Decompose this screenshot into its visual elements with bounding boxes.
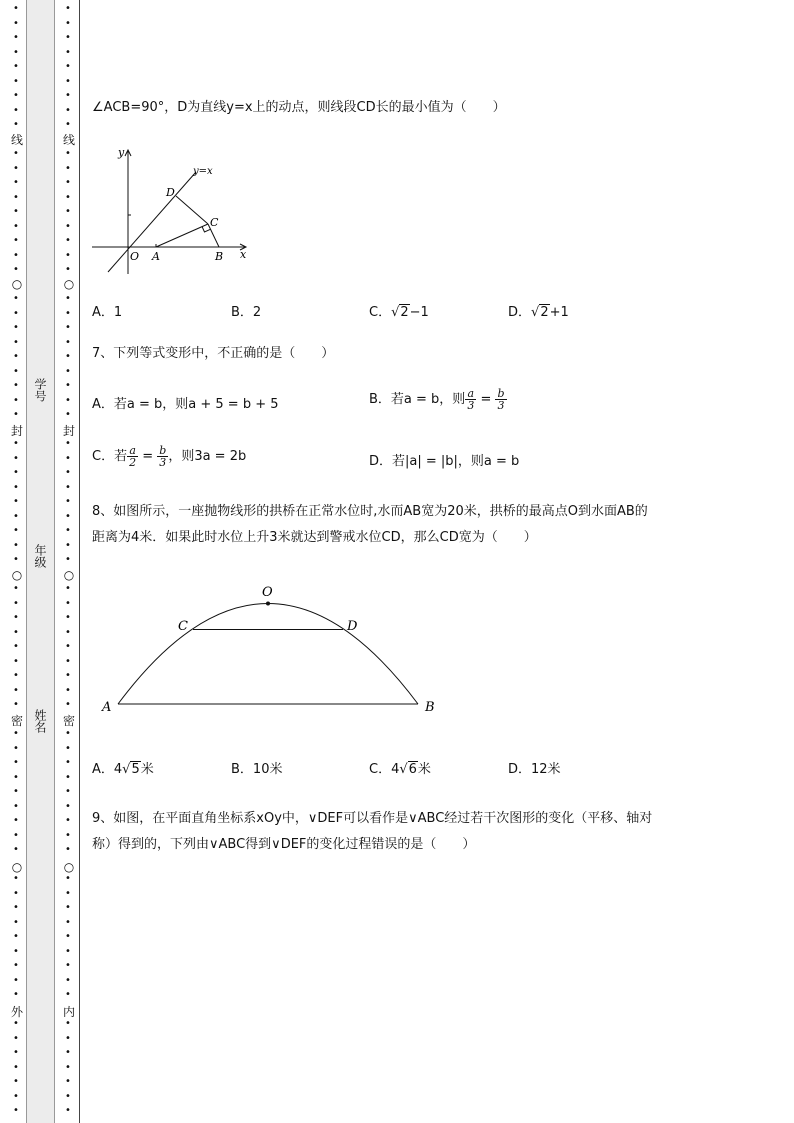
binding-dot: •	[65, 786, 71, 797]
binding-dot: •	[65, 1062, 71, 1073]
binding-dot: •	[65, 1033, 71, 1044]
binding-dot: •	[65, 757, 71, 768]
q6-option-c	[369, 304, 429, 322]
circle-mark: ○	[11, 568, 23, 582]
binding-dot: •	[13, 1076, 19, 1087]
denominator: 3	[159, 456, 167, 469]
binding-dot: •	[65, 250, 71, 261]
binding-dot: •	[65, 337, 71, 348]
q7-stem: 7、下列等式变形中，不正确的是（ ）	[92, 346, 335, 361]
binding-dot: •	[13, 18, 19, 29]
seal-mark-seal-left: 封	[10, 424, 23, 438]
radicand: 5	[131, 762, 140, 777]
binding-dot: •	[65, 830, 71, 841]
binding-dot: •	[13, 105, 19, 116]
binding-dot: •	[13, 612, 19, 623]
binding-dot: •	[65, 90, 71, 101]
q7-option-a-key: A．	[92, 397, 114, 412]
binding-dot: •	[65, 685, 71, 696]
binding-dot: •	[13, 293, 19, 304]
q9-stem-line-1: 9、如图，在平面直角坐标系xOy中，∨DEF可以看作是∨ABC经过若干次图形的变化（平移、轴对	[92, 811, 653, 826]
binding-dot: •	[65, 583, 71, 594]
seal-mark-secret-right: 密	[62, 714, 75, 728]
q8-option-a	[92, 761, 154, 779]
q8-option-a-unit: 米	[140, 762, 154, 777]
q7-option-c-key: C．	[92, 449, 115, 464]
q7-option-d-text: 若|a| = |b|，则a = b	[392, 454, 520, 469]
binding-dot: •	[65, 612, 71, 623]
binding-dot: •	[13, 76, 19, 87]
binding-dot: •	[13, 627, 19, 638]
binding-dot: •	[13, 163, 19, 174]
binding-dot: •	[65, 743, 71, 754]
binding-dot: •	[65, 18, 71, 29]
q6-option-b-text: 2	[252, 305, 262, 320]
circle-mark: ○	[11, 860, 23, 874]
binding-dot: •	[65, 975, 71, 986]
binding-dot: •	[13, 873, 19, 884]
binding-dot: •	[65, 322, 71, 333]
seal-mark-outer-left: 外	[10, 1005, 23, 1019]
binding-dot: •	[13, 786, 19, 797]
denominator: 3	[467, 399, 475, 412]
seal-mark-inner-right: 内	[62, 1005, 75, 1019]
binding-dot: •	[65, 61, 71, 72]
binding-dot: •	[13, 554, 19, 565]
binding-dot: •	[65, 105, 71, 116]
binding-dot: •	[65, 598, 71, 609]
q6-option-d-tail: +1	[549, 305, 569, 320]
binding-dot: •	[65, 1018, 71, 1029]
label-y-equals-x: y=x	[193, 166, 213, 177]
q8-option-d-text: 12米	[531, 762, 561, 777]
binding-dot: •	[13, 235, 19, 246]
binding-dot: •	[13, 322, 19, 333]
binding-dot: •	[13, 511, 19, 522]
binding-dot: •	[65, 801, 71, 812]
binding-dot: •	[65, 3, 71, 14]
binding-dot: •	[13, 250, 19, 261]
binding-dot: •	[65, 888, 71, 899]
binding-dot: •	[65, 902, 71, 913]
q8-option-a-key: A．	[92, 762, 114, 777]
q8-stem-line-1: 8、如图所示，一座抛物线形的拱桥在正常水位时,水而AB宽为20米，拱桥的最高点O到水面AB的	[92, 504, 648, 519]
radicand: 6	[408, 762, 417, 777]
q8-option-c-key: C．	[369, 762, 392, 777]
circle-mark: ○	[63, 277, 75, 291]
vertex-point-o	[266, 602, 270, 606]
q6-stem: ∠ACB=90°，D为直线y=x上的动点，则线段CD长的最小值为（ ）	[92, 100, 506, 115]
binding-dot: •	[13, 670, 19, 681]
binding-dot: •	[13, 438, 19, 449]
binding-dot: •	[13, 931, 19, 942]
binding-dot: •	[65, 554, 71, 565]
q8-option-b-text: 10米	[252, 762, 283, 777]
binding-dot: •	[65, 699, 71, 710]
binding-dot: •	[13, 917, 19, 928]
binding-dot: •	[65, 47, 71, 58]
binding-dot: •	[65, 177, 71, 188]
binding-dot: •	[65, 946, 71, 957]
circle-mark: ○	[63, 568, 75, 582]
binding-dot: •	[13, 380, 19, 391]
binding-dot: •	[13, 888, 19, 899]
binding-dot: •	[65, 931, 71, 942]
binding-dot: •	[13, 728, 19, 739]
binding-dot: •	[13, 540, 19, 551]
label-c: C	[210, 216, 219, 229]
q6-option-d	[508, 304, 569, 322]
numerator: a	[465, 388, 476, 400]
binding-dot: •	[65, 467, 71, 478]
binding-dot: •	[65, 540, 71, 551]
q9-stem-line-2: 称）得到的，下列由∨ABC得到∨DEF的变化过程错误的是（ ）	[92, 837, 476, 852]
segment-ac	[156, 224, 208, 247]
binding-dot: •	[65, 119, 71, 130]
binding-dot: •	[65, 1047, 71, 1058]
denominator: 2	[129, 456, 137, 469]
binding-dot: •	[65, 453, 71, 464]
binding-dot: •	[13, 366, 19, 377]
binding-dot: •	[13, 685, 19, 696]
binding-dot: •	[65, 873, 71, 884]
binding-dot: •	[13, 830, 19, 841]
q8-option-c	[369, 761, 431, 779]
binding-dot: •	[13, 482, 19, 493]
q8-option-c-unit: 米	[417, 762, 431, 777]
binding-dot: •	[65, 380, 71, 391]
binding-dot: •	[65, 815, 71, 826]
circle-mark: ○	[11, 277, 23, 291]
binding-dot: •	[13, 960, 19, 971]
binding-dot: •	[65, 206, 71, 217]
binding-dot: •	[13, 453, 19, 464]
binding-dot: •	[13, 525, 19, 536]
binding-dot: •	[65, 772, 71, 783]
q6-coordinate-figure	[88, 140, 258, 280]
label-d: D	[166, 186, 175, 199]
binding-dot: •	[13, 844, 19, 855]
binding-dot: •	[65, 960, 71, 971]
binding-dot: •	[65, 917, 71, 928]
seal-mark-secret-left: 密	[10, 714, 23, 728]
binding-dot: •	[13, 264, 19, 275]
q6-option-d-key: D．	[508, 305, 532, 320]
q8-option-d-key: D．	[508, 762, 532, 777]
q6-option-c-tail: −1	[409, 305, 429, 320]
student-id-field-label: 学号	[33, 378, 47, 402]
seal-mark-seal-right: 封	[62, 424, 75, 438]
q7-option-c-pre: 若	[114, 449, 128, 464]
binding-dot: •	[13, 801, 19, 812]
label-d: D	[347, 619, 358, 634]
segment-ad	[176, 196, 208, 224]
binding-dot: •	[65, 308, 71, 319]
fraction	[157, 445, 168, 468]
binding-dot: •	[65, 511, 71, 522]
binding-dot: •	[65, 989, 71, 1000]
binding-dot: •	[65, 148, 71, 159]
binding-dot: •	[65, 76, 71, 87]
binding-dot: •	[13, 308, 19, 319]
binding-dot: •	[13, 815, 19, 826]
numerator: b	[159, 444, 167, 457]
binding-dot: •	[65, 351, 71, 362]
binding-dot: •	[13, 409, 19, 420]
name-field-label: 姓名	[33, 709, 47, 733]
q8-option-c-coef: 4√	[391, 762, 408, 777]
q8-stem-line-2: 距离为4米．如果此时水位上升3米就达到警戒水位CD，那么CD宽为（ ）	[92, 530, 537, 545]
binding-dot: •	[13, 598, 19, 609]
margin-rule	[79, 0, 80, 1123]
binding-dot: •	[13, 221, 19, 232]
binding-dot: •	[65, 409, 71, 420]
binding-dot: •	[65, 496, 71, 507]
label-a: A	[152, 250, 160, 263]
binding-dot: •	[13, 351, 19, 362]
q8-arch-bridge-figure	[96, 578, 446, 720]
numerator: a	[127, 445, 138, 457]
label-o: O	[130, 250, 140, 263]
equals-sign: =	[476, 392, 496, 407]
binding-dot: •	[13, 206, 19, 217]
q7-option-a-text: 若a = b，则a + 5 = b + 5	[113, 397, 279, 412]
denominator: 3	[497, 399, 505, 412]
binding-dot: •	[65, 221, 71, 232]
binding-dot: •	[13, 656, 19, 667]
fraction	[127, 445, 138, 468]
label-y: y	[118, 146, 125, 159]
binding-dot: •	[13, 757, 19, 768]
fraction	[465, 388, 476, 411]
label-a: A	[102, 700, 112, 715]
q7-option-d-key: D．	[369, 454, 393, 469]
radicand: 2	[540, 305, 549, 320]
binding-dot: •	[13, 395, 19, 406]
binding-dot: •	[65, 192, 71, 203]
binding-dot: •	[13, 975, 19, 986]
binding-dot: •	[13, 119, 19, 130]
binding-dot: •	[13, 467, 19, 478]
binding-dot: •	[65, 1091, 71, 1102]
q6-option-b-key: B．	[231, 305, 253, 320]
binding-dot: •	[13, 337, 19, 348]
binding-dot: •	[13, 641, 19, 652]
grade-field-label: 年级	[33, 544, 47, 568]
binding-dot: •	[13, 902, 19, 913]
binding-dot: •	[65, 1105, 71, 1116]
binding-dot: •	[13, 1033, 19, 1044]
binding-dot: •	[65, 627, 71, 638]
binding-dot: •	[65, 1076, 71, 1087]
binding-dot: •	[65, 32, 71, 43]
binding-dot: •	[13, 583, 19, 594]
binding-dot: •	[65, 670, 71, 681]
binding-dot: •	[65, 656, 71, 667]
q8-option-b	[231, 761, 282, 779]
q7-option-b	[369, 388, 507, 411]
circle-mark: ○	[63, 860, 75, 874]
numerator: b	[497, 387, 505, 400]
q6-option-c-key: C．	[369, 305, 392, 320]
binding-dot: •	[13, 61, 19, 72]
q6-option-b	[231, 304, 261, 322]
fraction	[495, 388, 506, 411]
binding-dot: •	[13, 1047, 19, 1058]
binding-dot: •	[65, 482, 71, 493]
q6-option-a-text: 1	[113, 305, 123, 320]
binding-dot: •	[13, 946, 19, 957]
q7-option-b-key: B．	[369, 392, 391, 407]
binding-dot: •	[65, 366, 71, 377]
binding-dot: •	[13, 90, 19, 101]
binding-dot: •	[65, 728, 71, 739]
binding-dot: •	[13, 177, 19, 188]
q7-option-b-pre: 若a = b，则	[390, 392, 466, 407]
label-b: B	[215, 250, 224, 263]
binding-dot: •	[13, 148, 19, 159]
q7-option-d	[369, 453, 519, 471]
q8-option-a-coef: 4√	[113, 762, 131, 777]
equals-sign: =	[138, 449, 158, 464]
radicand: 2	[400, 305, 409, 320]
binding-dot: •	[13, 3, 19, 14]
binding-dot: •	[65, 395, 71, 406]
radical-sign: √	[531, 305, 540, 320]
binding-dot: •	[65, 844, 71, 855]
label-x: x	[240, 248, 247, 261]
binding-dot: •	[13, 192, 19, 203]
label-b: B	[425, 700, 435, 715]
seal-mark-line-right: 线	[62, 133, 75, 147]
q7-option-a	[92, 396, 279, 414]
q8-option-d	[508, 761, 561, 779]
binding-dot: •	[13, 989, 19, 1000]
label-o: O	[262, 585, 273, 600]
binding-dot: •	[13, 32, 19, 43]
q7-option-c-post: ，则3a = 2b	[168, 449, 247, 464]
q6-option-a-key: A．	[92, 305, 114, 320]
q7-option-c	[92, 445, 246, 468]
binding-dot: •	[65, 235, 71, 246]
binding-dot: •	[13, 1018, 19, 1029]
parabolic-arch	[118, 604, 418, 705]
q8-option-b-key: B．	[231, 762, 253, 777]
binding-dot: •	[65, 438, 71, 449]
binding-dot: •	[65, 641, 71, 652]
binding-dot: •	[13, 743, 19, 754]
binding-dot: •	[13, 699, 19, 710]
binding-dot: •	[13, 1105, 19, 1116]
binding-dot: •	[65, 525, 71, 536]
seal-mark-line-left: 线	[10, 133, 23, 147]
binding-dot: •	[13, 496, 19, 507]
q6-option-a	[92, 304, 122, 322]
radical-sign: √	[391, 305, 400, 320]
binding-dot: •	[65, 264, 71, 275]
binding-dot: •	[65, 163, 71, 174]
binding-dot: •	[13, 47, 19, 58]
binding-dot: •	[65, 293, 71, 304]
binding-dot: •	[13, 1062, 19, 1073]
binding-dot: •	[13, 1091, 19, 1102]
label-c: C	[178, 619, 188, 634]
binding-dot: •	[13, 772, 19, 783]
